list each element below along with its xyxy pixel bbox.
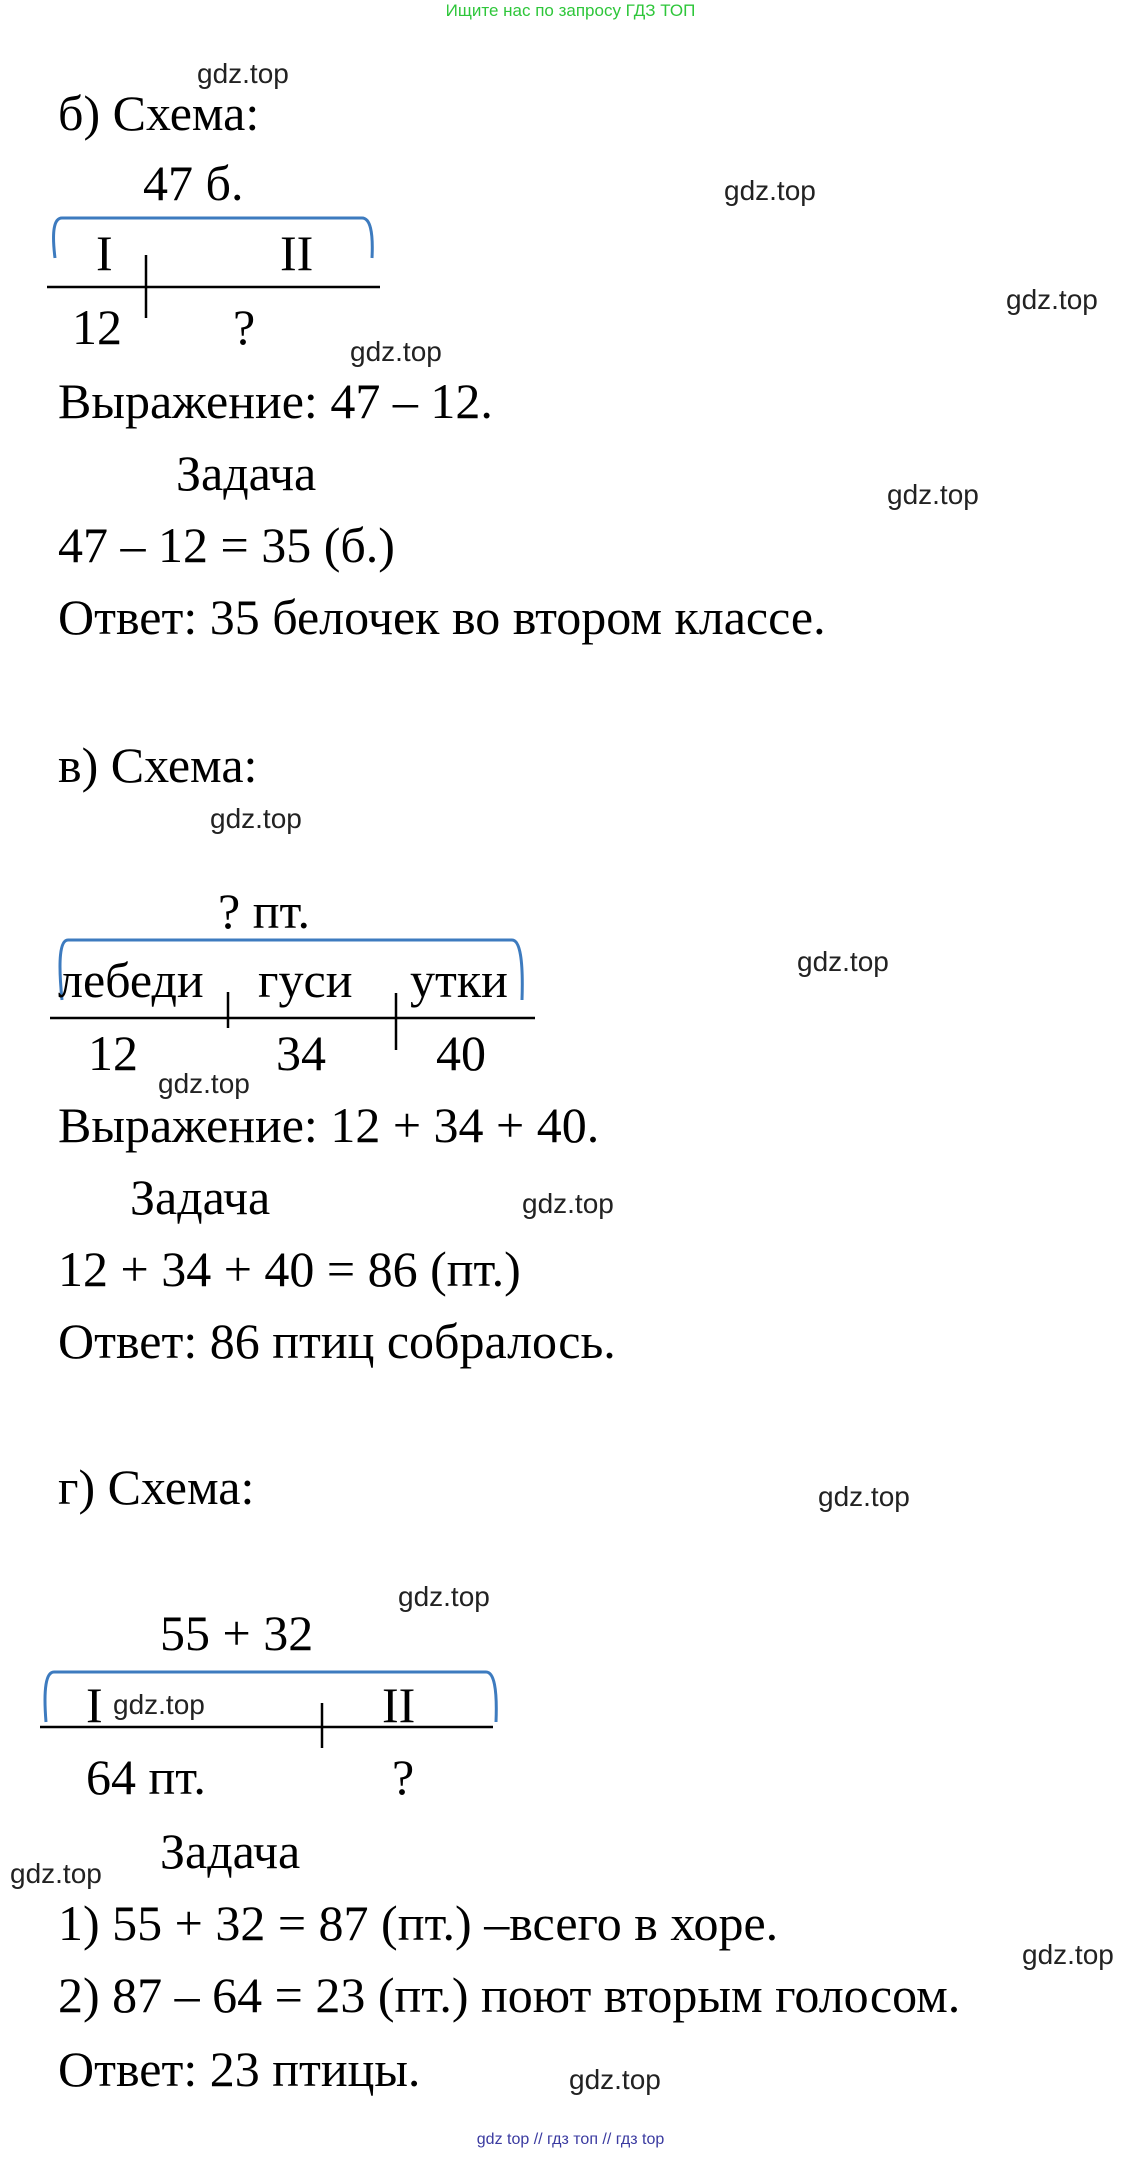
expression: Выражение: 47 – 12. — [58, 373, 493, 429]
scheme-right-label: II — [382, 1677, 416, 1733]
solution: 47 – 12 = 35 (б.) — [58, 517, 395, 573]
bottom-banner: gdz top // гдз топ // гдз top — [476, 2131, 665, 2148]
part-b-heading: б) Схема: — [58, 85, 260, 141]
scheme-left-value: 64 пт. — [86, 1749, 206, 1805]
watermark: gdz.top — [158, 1068, 250, 1099]
watermark: gdz.top — [1022, 1939, 1114, 1970]
watermark: gdz.top — [10, 1858, 102, 1889]
expression: Выражение: 12 + 34 + 40. — [58, 1097, 600, 1153]
part-g-heading: г) Схема: — [58, 1459, 255, 1515]
scheme-label-swans: лебеди — [58, 952, 204, 1008]
top-banner: Ищите нас по запросу ГДЗ ТОП — [445, 1, 696, 20]
scheme-total: ? пт. — [218, 883, 311, 939]
watermark: gdz.top — [818, 1481, 910, 1512]
watermark: gdz.top — [569, 2064, 661, 2095]
answer: Ответ: 86 птиц собралось. — [58, 1313, 616, 1369]
step-2: 2) 87 – 64 = 23 (пт.) поют вторым голосом. — [58, 1967, 961, 2023]
scheme-left-label: I — [96, 225, 113, 281]
scheme-right-value: ? — [233, 299, 256, 355]
watermark: gdz.top — [522, 1188, 614, 1219]
step-1: 1) 55 + 32 = 87 (пт.) –всего в хоре. — [58, 1895, 779, 1951]
task-title: Задача — [130, 1169, 271, 1225]
solution: 12 + 34 + 40 = 86 (пт.) — [58, 1241, 521, 1297]
watermark: gdz.top — [113, 1689, 205, 1720]
task-title: Задача — [160, 1823, 301, 1879]
answer: Ответ: 23 птицы. — [58, 2041, 421, 2097]
scheme-value-ducks: 40 — [436, 1025, 486, 1081]
scheme-right-label: II — [280, 225, 314, 281]
watermark: gdz.top — [887, 479, 979, 510]
watermark: gdz.top — [210, 803, 302, 834]
scheme-right-value: ? — [392, 1749, 415, 1805]
scheme-value-geese: 34 — [276, 1025, 326, 1081]
scheme-total: 47 б. — [143, 155, 244, 211]
scheme-value-swans: 12 — [88, 1025, 138, 1081]
answer: Ответ: 35 белочек во втором классе. — [58, 589, 826, 645]
scheme-left-label: I — [86, 1677, 103, 1733]
part-v-heading: в) Схема: — [58, 737, 258, 793]
watermark: gdz.top — [1006, 284, 1098, 315]
watermark: gdz.top — [197, 58, 289, 89]
watermark: gdz.top — [797, 946, 889, 977]
scheme-label-geese: гуси — [258, 952, 353, 1008]
scheme-label-ducks: утки — [410, 952, 508, 1008]
scheme-total: 55 + 32 — [160, 1605, 314, 1661]
task-title: Задача — [176, 445, 317, 501]
watermark: gdz.top — [724, 175, 816, 206]
scheme-left-value: 12 — [72, 299, 122, 355]
watermark: gdz.top — [350, 336, 442, 367]
watermark: gdz.top — [398, 1581, 490, 1612]
